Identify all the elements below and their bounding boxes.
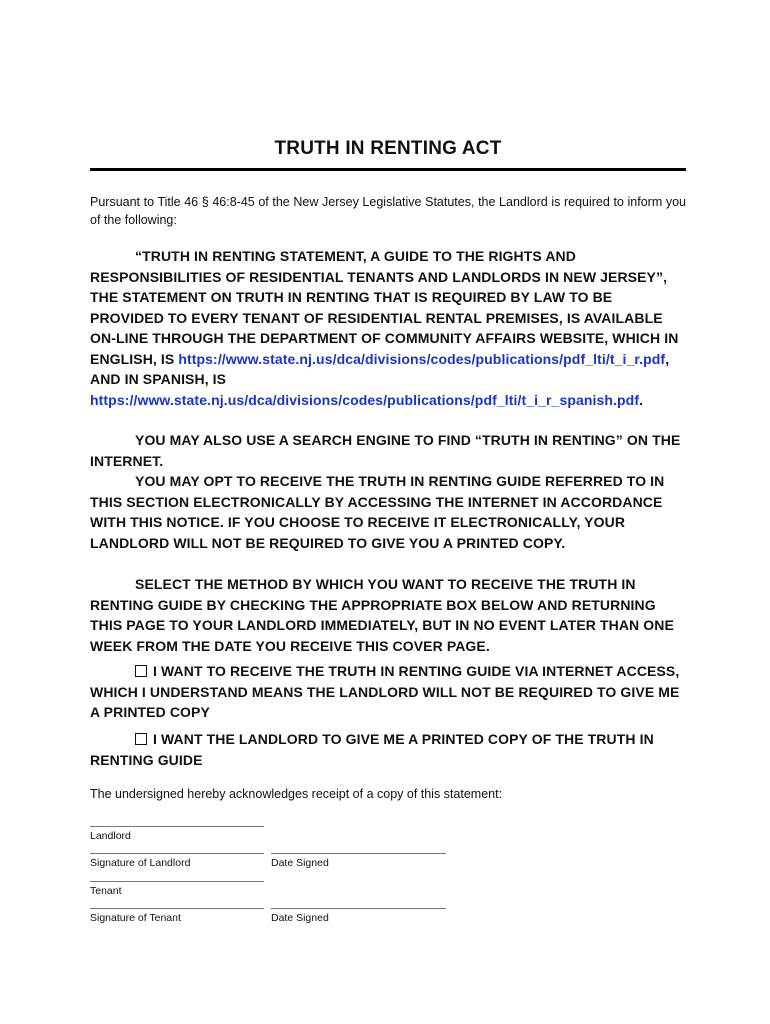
landlord-label: Landlord — [90, 830, 131, 842]
internet-option-label: I WANT TO RECEIVE THE TRUTH IN RENTING GUIDE VIA INTERNET ACCESS, WHICH I UNDERSTAND MEANS THE LANDLORD WILL NOT BE REQUIRED TO GIVE ME A PRINTED COPY — [90, 663, 680, 720]
landlord-name-line[interactable] — [90, 826, 264, 827]
tenant-date-line[interactable] — [271, 908, 446, 909]
english-guide-link[interactable]: https://www.state.nj.us/dca/divisions/codes/publications/pdf_lti/t_i_r.pdf — [178, 350, 666, 367]
internet-option-checkbox[interactable] — [135, 665, 147, 677]
statement-paragraph-4: SELECT THE METHOD BY WHICH YOU WANT TO RECEIVE THE TRUTH IN RENTING GUIDE BY CHECKING THE APPROPRIATE BOX BELOW AND RETURNING THIS PAGE TO YOUR LANDLORD IMMEDIATELY, BUT IN NO EVENT LATER THAN ONE WEEK FROM THE DATE YOU RECEIVE THIS COVER PAGE. — [90, 576, 674, 654]
printed-option-label: I WANT THE LANDLORD TO GIVE ME A PRINTED COPY OF THE TRUTH IN RENTING GUIDE — [90, 731, 654, 768]
statement-text-end: . — [639, 391, 644, 408]
tenant-label: Tenant — [90, 885, 122, 897]
page-title: TRUTH IN RENTING ACT — [274, 138, 502, 159]
statement-text: “TRUTH IN RENTING STATEMENT, A GUIDE TO THE RIGHTS AND RESPONSIBILITIES OF RESIDENTIAL TENANTS AND LANDLORDS IN NEW JERSEY”, THE STATEMENT ON TRUTH IN RENTING THAT IS REQUIRED BY LAW TO BE PROVIDED TO EVERY TENANT OF RESIDENTIAL RENTAL PREMISES, IS AVAILABLE ON-LINE THROUGH THE DEPARTMENT OF COMMUNITY AFFAIRS WEBSITE, WHICH IN ENGLISH, IS — [90, 248, 679, 367]
signature-of-tenant-label: Signature of Tenant — [90, 912, 181, 924]
statement-text-mid: , AND IN SPANISH, IS — [90, 350, 670, 387]
acknowledgement-text: The undersigned hereby acknowledges receipt of a copy of this statement: — [90, 787, 503, 801]
tenant-date-label: Date Signed — [271, 912, 329, 924]
statement-paragraph-2: YOU MAY ALSO USE A SEARCH ENGINE TO FIND “TRUTH IN RENTING” ON THE INTERNET. — [90, 432, 681, 469]
landlord-date-line[interactable] — [271, 853, 446, 854]
printed-option-checkbox[interactable] — [135, 733, 147, 745]
title-divider — [90, 168, 686, 171]
statement-paragraph-1 — [90, 246, 686, 410]
statement-paragraph-3: YOU MAY OPT TO RECEIVE THE TRUTH IN RENTING GUIDE REFERRED TO IN THIS SECTION ELECTRONICALLY BY ACCESSING THE INTERNET IN ACCORDANCE WITH THIS NOTICE. IF YOU CHOOSE TO RECEIVE IT ELECTRONICALLY, YOUR LANDLORD WILL NOT BE REQUIRED TO GIVE YOU A PRINTED COPY. — [90, 473, 665, 551]
tenant-name-line[interactable] — [90, 881, 264, 882]
signature-of-landlord-label: Signature of Landlord — [90, 857, 191, 869]
option-printed — [90, 729, 686, 770]
tenant-signature-line[interactable] — [90, 908, 264, 909]
spanish-guide-link[interactable]: https://www.state.nj.us/dca/divisions/codes/publications/pdf_lti/t_i_r_spanish.pdf — [90, 391, 640, 408]
landlord-signature-line[interactable] — [90, 853, 264, 854]
option-internet — [90, 661, 686, 723]
landlord-date-label: Date Signed — [271, 857, 329, 869]
intro-paragraph: Pursuant to Title 46 § 46:8-45 of the New Jersey Legislative Statutes, the Landlord is required to inform you of the following: — [90, 195, 686, 227]
